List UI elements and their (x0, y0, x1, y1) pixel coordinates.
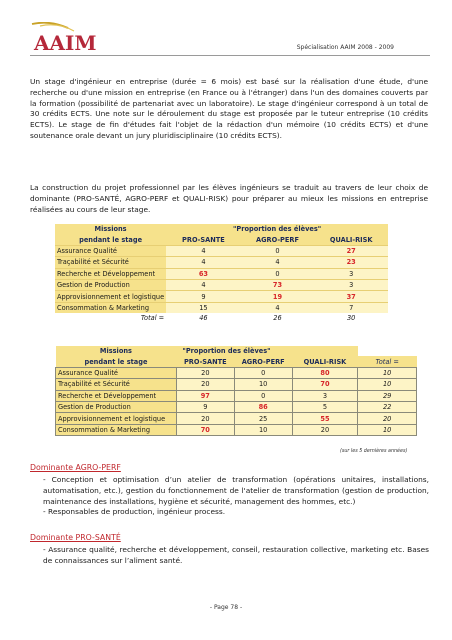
stage-header: pendant le stage (56, 356, 177, 367)
section-title-agro-perf: Dominante AGRO-PERF (30, 463, 121, 472)
col-header-total: Total = (358, 356, 417, 367)
row-label: Approvisionnement et logistique (56, 413, 177, 424)
cell: 37 (314, 291, 388, 302)
cell: 3 (314, 268, 388, 279)
svg-text:AAIM: AAIM (34, 31, 97, 52)
total-label: Total = (140, 314, 165, 323)
sante-item-1: - Assurance qualité, recherche et développement, conseil, restauration collective, marketing etc. Bases de connaissances sur l’aliment santé. (43, 545, 429, 565)
section-title-pro-sante: Dominante PRO-SANTÉ (30, 533, 121, 542)
cell: 25 (234, 413, 292, 424)
col-header-pro-sante: PRO-SANTE (166, 234, 240, 245)
missions-header: Missions (55, 224, 166, 234)
row-label: Traçabilité et Sécurité (55, 257, 166, 268)
row-label: Gestion de Production (55, 279, 166, 290)
table-row (55, 268, 388, 279)
header-divider (30, 55, 430, 56)
cell: 10 (234, 424, 292, 435)
aaim-logo (30, 22, 100, 52)
table-row (55, 279, 388, 290)
cell-total: 29 (358, 390, 417, 401)
table-row (56, 424, 417, 435)
cell: 9 (166, 291, 240, 302)
table-row (56, 367, 417, 378)
stage-description: Un stage d'ingénieur en entreprise (durée = 6 mois) est basé sur la réalisation d'une étude, d'une recherche ou d'une mission en entreprise (en France ou à l'étranger) dans l'un des domaines couverts par la formation (possibilité de partenariat avec un laboratoire). Le stage d'ingénieur correspond à un total de 30 crédits ECTS. Une note sur le déroulement du stage est proposée par le tuteur entreprise (10 crédits ECTS). Le stage de fin d'études fait l'objet de la rédaction d'un mémoire (10 crédits ECTS) et d'une soutenance orale devant un jury pluridisciplinaire (10 crédits ECTS). (30, 77, 428, 140)
cell-total: 10 (358, 379, 417, 390)
table-row (55, 302, 388, 313)
cell: 20 (292, 424, 358, 435)
table-row (56, 390, 417, 401)
section-body-agro-perf (43, 475, 429, 518)
row-label: Assurance Qualité (56, 367, 177, 378)
row-label: Traçabilité et Sécurité (56, 379, 177, 390)
cell: 3 (314, 279, 388, 290)
cell: 80 (292, 367, 358, 378)
col-header-quali-risk: QUALI-RISK (314, 234, 388, 245)
cell-total: 20 (358, 413, 417, 424)
cell: 19 (241, 291, 315, 302)
cell: 4 (166, 257, 240, 268)
agro-item-1: - Conception et optimisation d’un atelier de transformation (opérations unitaires, installations, automatisation, etc.), gestion du fonctionnement de l'atelier de transformation (gestion de production, maintenance des installations, hygiène et sécurité, management des hommes, etc.) (43, 475, 429, 506)
proportion-header: "Proportion des élèves" (166, 224, 388, 234)
row-label: Consommation & Marketing (56, 424, 177, 435)
cell: 0 (234, 390, 292, 401)
page-header (0, 0, 452, 60)
missions-table-2 (55, 346, 417, 436)
empty-cell (358, 346, 417, 356)
missions-header: Missions (56, 346, 177, 356)
cell: 27 (314, 245, 388, 256)
cell: 20 (176, 367, 234, 378)
table-row (56, 413, 417, 424)
row-label: Assurance Qualité (55, 245, 166, 256)
cell: 70 (176, 424, 234, 435)
cell: 4 (241, 302, 315, 313)
col-header-pro-sante: PRO-SANTE (176, 356, 234, 367)
cell: 10 (234, 379, 292, 390)
cell: 7 (314, 302, 388, 313)
cell: 20 (176, 379, 234, 390)
table-note: (sur les 5 dernières années) (340, 449, 408, 454)
table-row (55, 245, 388, 256)
cell: 0 (234, 367, 292, 378)
total-value: 30 (346, 314, 356, 323)
total-value: 26 (273, 314, 282, 323)
cell: 86 (234, 401, 292, 412)
cell: 4 (166, 279, 240, 290)
missions-table-1 (55, 224, 388, 324)
col-header-agro-perf: AGRO-PERF (241, 234, 315, 245)
total-row (55, 313, 388, 323)
cell: 15 (166, 302, 240, 313)
cell: 70 (292, 379, 358, 390)
projet-description: La construction du projet professionnel par les élèves ingénieurs se traduit au travers de leur choix de dominante (PRO-SANTÉ, AGRO-PERF et QUALI-RISK) pour préparer au mieux les missions en entreprise réalisées au cours de leur stage. (30, 183, 428, 214)
header-title: Spécialisation AAIM 2008 - 2009 (296, 44, 394, 51)
cell: 97 (176, 390, 234, 401)
row-label: Approvisionnement et logistique (57, 292, 165, 301)
cell: 73 (241, 279, 315, 290)
cell: 3 (292, 390, 358, 401)
total-value: 46 (199, 314, 208, 323)
stage-header: pendant le stage (55, 234, 166, 245)
cell: 63 (166, 268, 240, 279)
cell-total: 22 (358, 401, 417, 412)
proportion-header: "Proportion des élèves" (176, 346, 357, 356)
row-label: Recherche et Développement (56, 390, 177, 401)
row-label: Consommation & Marketing (55, 302, 166, 313)
table-row (55, 291, 388, 302)
cell: 0 (241, 268, 315, 279)
row-label: Gestion de Production (56, 401, 177, 412)
table-row (56, 401, 417, 412)
section-body-pro-sante (43, 545, 429, 567)
page-number: - Page 78 - (209, 604, 243, 611)
cell: 55 (292, 413, 358, 424)
cell: 23 (314, 257, 388, 268)
table-row (55, 257, 388, 268)
row-label: Recherche et Développement (55, 268, 166, 279)
cell: 4 (241, 257, 315, 268)
table-row (56, 379, 417, 390)
cell-total: 10 (358, 367, 417, 378)
col-header-agro-perf: AGRO-PERF (234, 356, 292, 367)
agro-item-2: - Responsables de production, ingénieur process. (43, 507, 226, 517)
cell: 20 (176, 413, 234, 424)
cell: 9 (176, 401, 234, 412)
cell: 4 (166, 245, 240, 256)
cell: 0 (241, 245, 315, 256)
cell: 5 (292, 401, 358, 412)
col-header-quali-risk: QUALI-RISK (292, 356, 358, 367)
cell-total: 10 (358, 424, 417, 435)
